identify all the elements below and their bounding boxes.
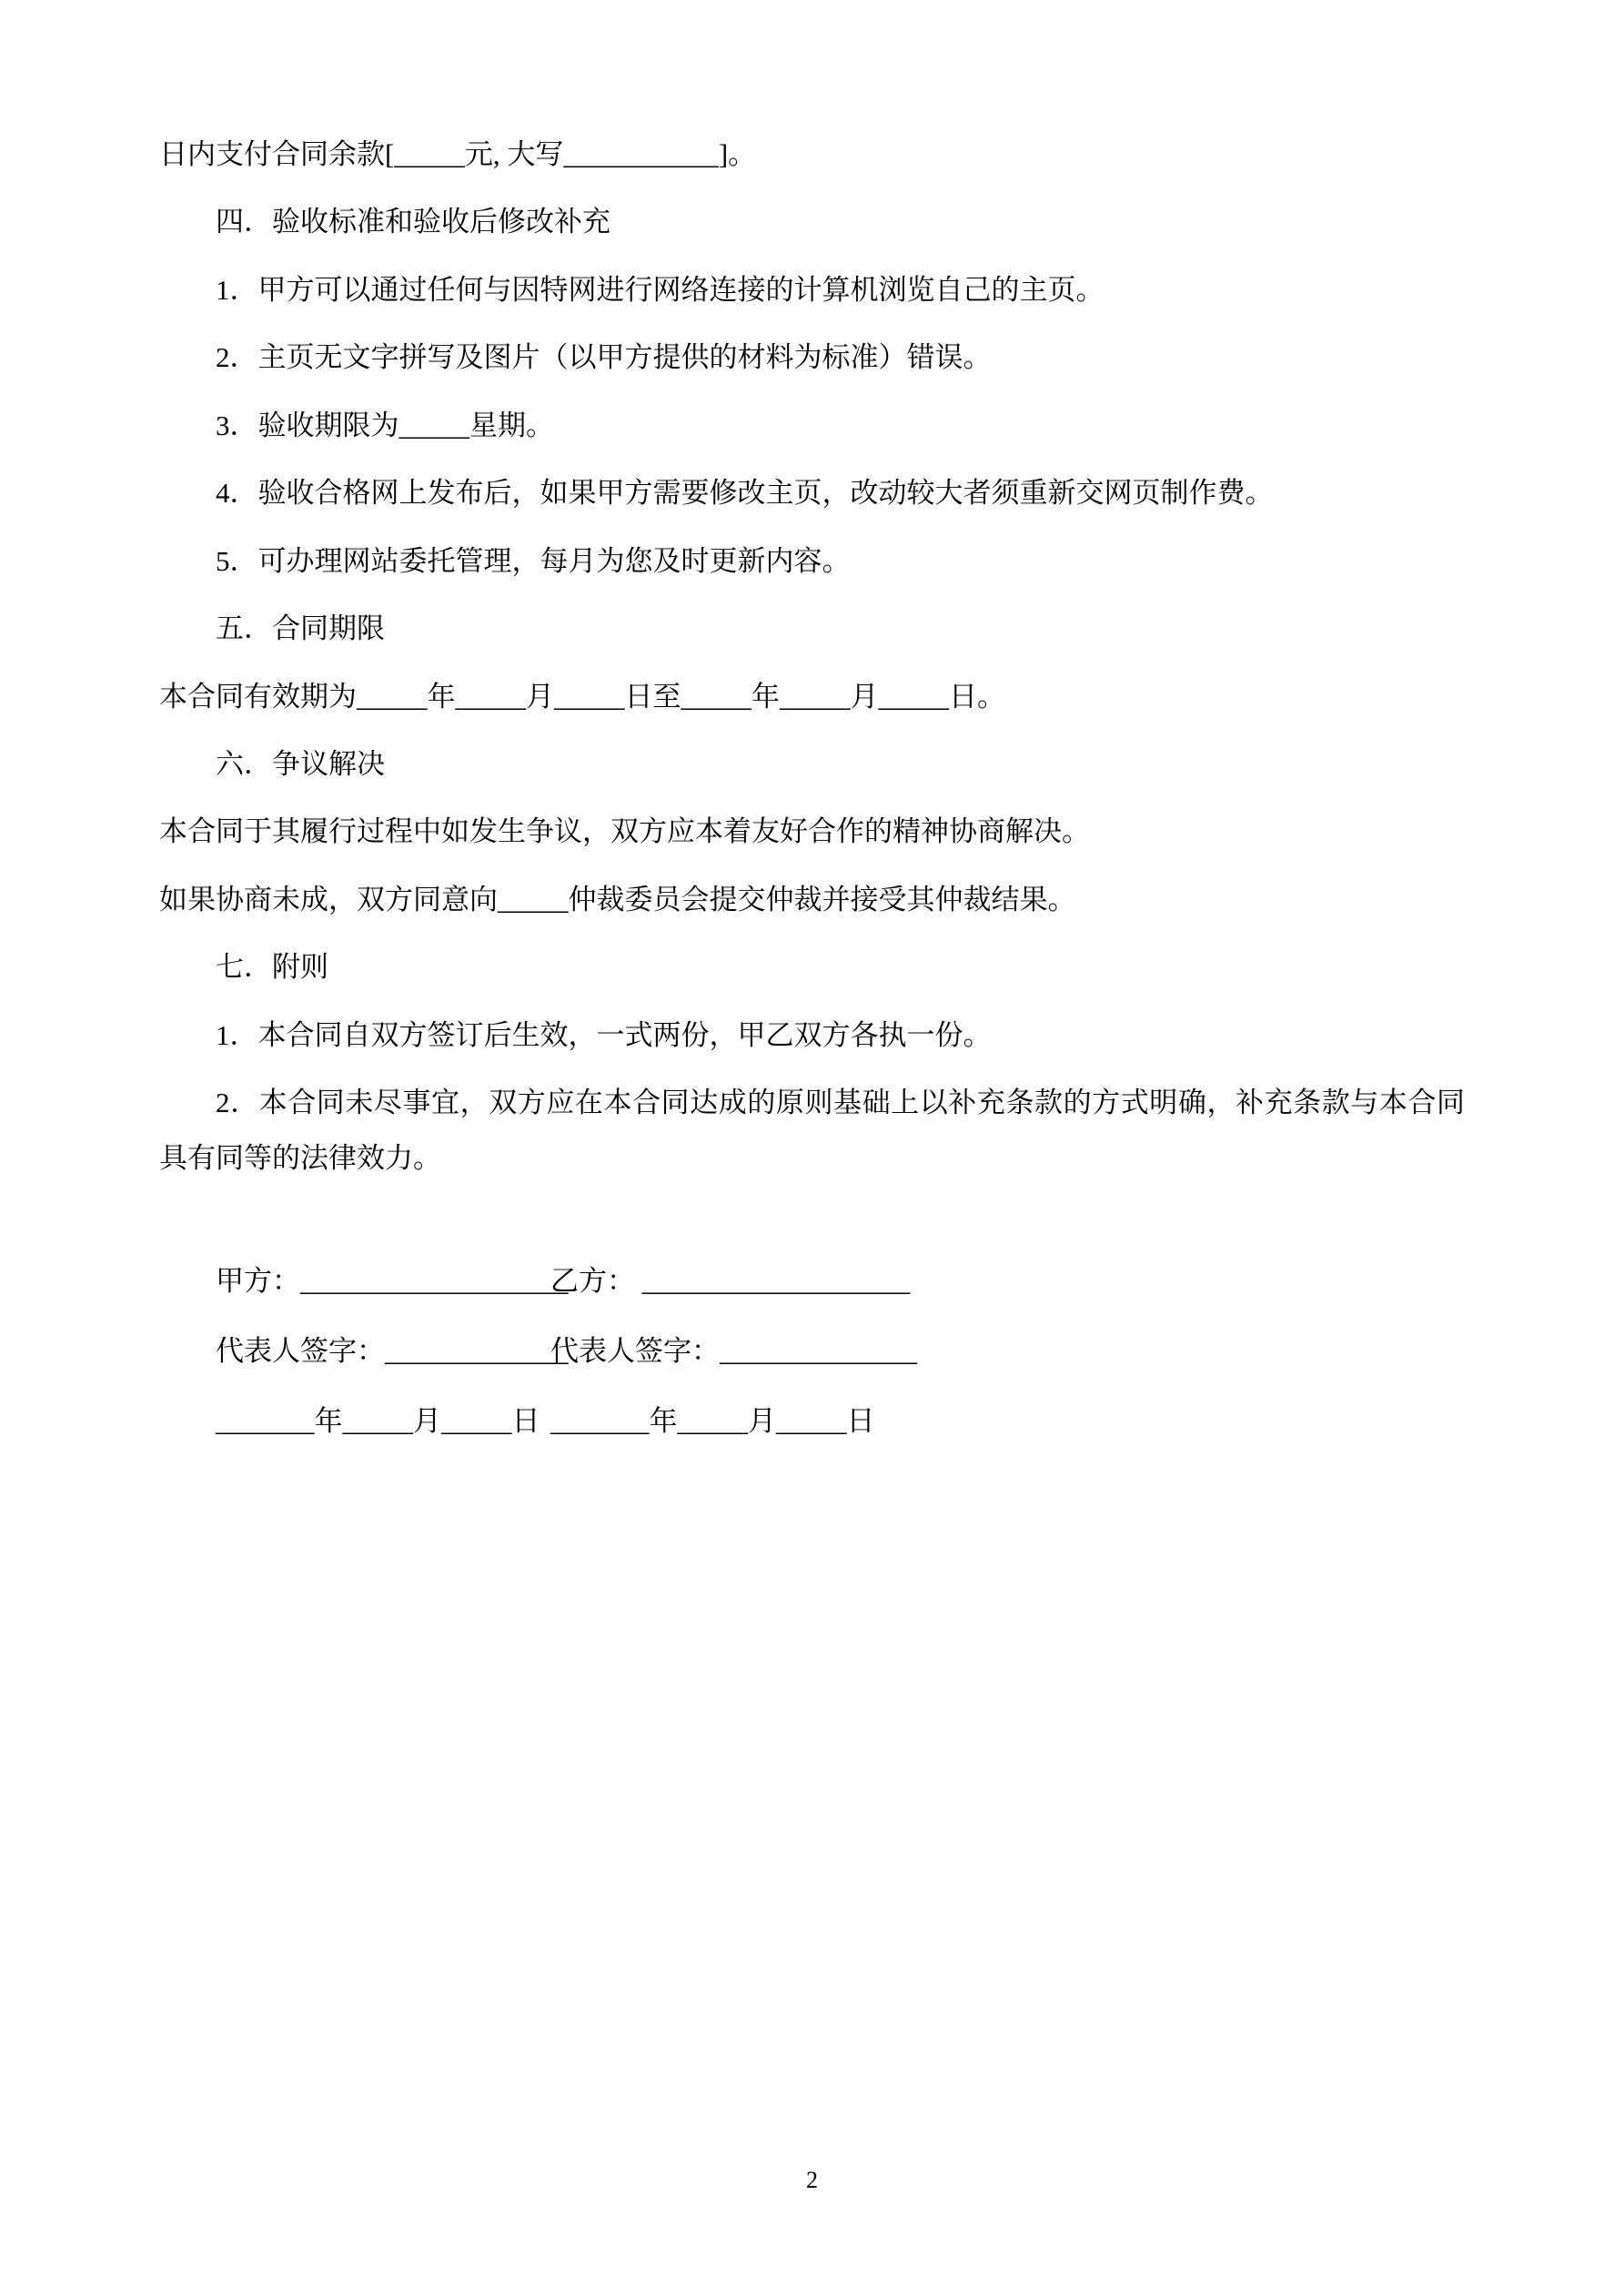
signature-row-dates (159, 1391, 1465, 1451)
signature-row-representatives (159, 1321, 1465, 1381)
page-number: 2 (806, 2167, 818, 2193)
paragraph-7-1: 1．本合同自双方签订后生效，一式两份，甲乙双方各执一份。 (216, 1018, 992, 1051)
date-a-line: _______年_____月_____日 (216, 1405, 540, 1438)
section-heading-four: 四．验收标准和验收后修改补充 (216, 206, 610, 238)
representative-b-line: 代表人签字：______________ (550, 1335, 917, 1368)
paragraph-4-5: 5．可办理网站委托管理，每月为您及时更新内容。 (216, 544, 851, 577)
paragraph-contract-term: 本合同有效期为_____年_____月_____日至_____年_____月_____日。 (159, 680, 1005, 713)
paragraph-4-2: 2．主页无文字拼写及图片（以甲方提供的材料为标准）错误。 (216, 341, 992, 374)
paragraph-dispute-1: 本合同于其履行过程中如发生争议，双方应本着友好合作的精神协商解决。 (159, 815, 1090, 848)
representative-a-line: 代表人签字：_____________ (216, 1335, 569, 1368)
paragraph-4-3: 3．验收期限为_____星期。 (216, 409, 554, 441)
paragraph-payment-balance: 日内支付合同余款[_____元, 大写___________]。 (159, 138, 757, 170)
paragraph-dispute-2: 如果协商未成，双方同意向_____仲裁委员会提交仲裁并接受其仲裁结果。 (159, 883, 1076, 915)
section-heading-six: 六．争议解决 (216, 747, 385, 780)
section-heading-five: 五．合同期限 (216, 612, 385, 645)
section-heading-seven: 七．附则 (216, 951, 328, 984)
date-b-line: _______年_____月_____日 (550, 1405, 875, 1438)
paragraph-7-2: 2．本合同未尽事宜，双方应在本合同达成的原则基础上以补充条款的方式明确，补充条款与本合同具有同等的法律效力。 (159, 1087, 1465, 1174)
signature-row-parties (159, 1251, 1465, 1310)
signature-block (159, 1251, 1465, 1451)
paragraph-4-4: 4．验收合格网上发布后，如果甲方需要修改主页，改动较大者须重新交网页制作费。 (216, 477, 1274, 510)
paragraph-4-1: 1．甲方可以通过任何与因特网进行网络连接的计算机浏览自己的主页。 (216, 273, 1105, 306)
document-body (159, 127, 1465, 1451)
party-a-line: 甲方：___________________ (216, 1265, 569, 1297)
party-b-line: 乙方： ___________________ (550, 1265, 911, 1297)
